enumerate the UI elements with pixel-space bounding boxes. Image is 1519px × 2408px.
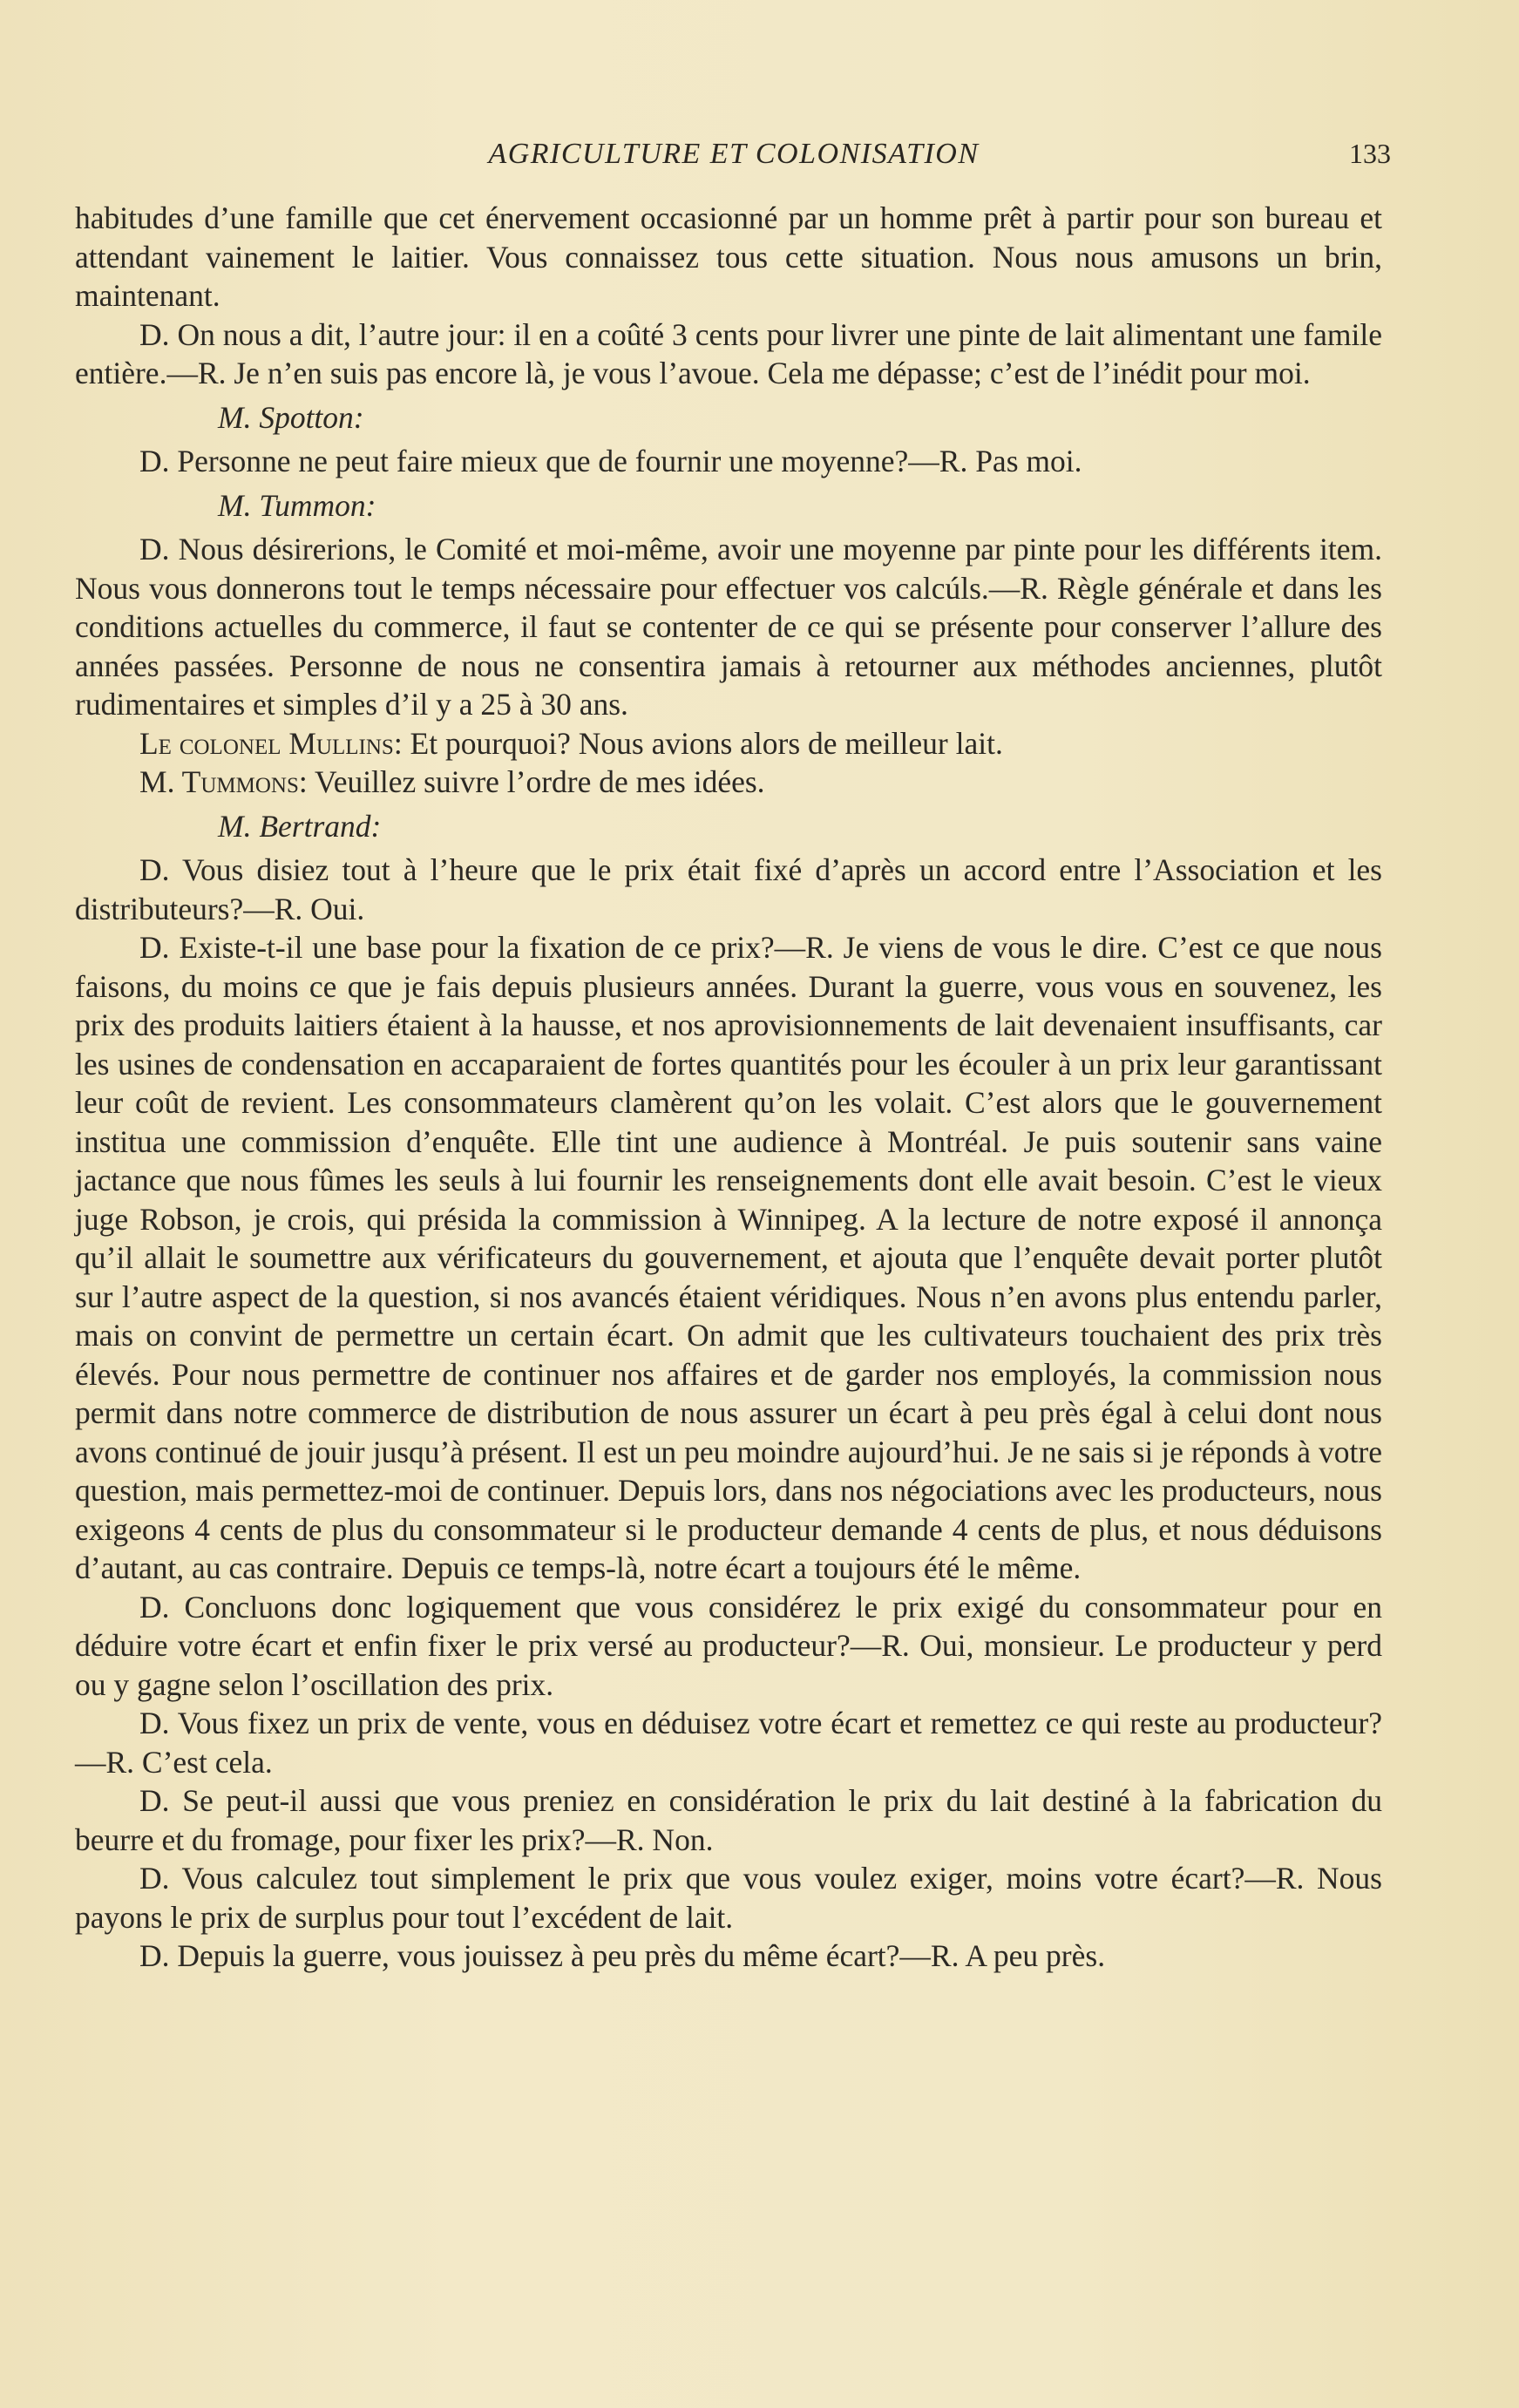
speaker-name: Le colonel Mullins [139,725,394,761]
paragraph: D. Personne ne peut faire mieux que de fournir une moyenne?—R. Pas moi. [139,444,1082,478]
speaker-heading: M. Spotton: [218,399,364,435]
page-number: 133 [1349,138,1391,169]
body-text [75,199,1382,1976]
speaker-heading: M. Tummon: [218,487,376,523]
paragraph: D. Depuis la guerre, vous jouissez à peu près du même écart?—R. A peu près. [139,1938,1106,1973]
paragraph: D. On nous a dit, l’autre jour: il en a coûté 3 cents pour livrer une pinte de lait alimentant une famile entière.—R. Je n’en suis pas encore là, je vous l’avoue. Cela me dépasse; c’est de l’inédit pour moi. [75,316,1382,390]
speaker-name: M. Tummons [139,764,299,799]
dialogue-text: : Et pourquoi? Nous avions alors de meilleur lait. [393,725,1003,761]
paragraph: habitudes d’une famille que cet énervement occasionné par un homme prêt à partir pour son bureau et attendant vainement le laitier. Vous connaissez tous cette situation. Nous nous amusons un brin, maintenant. [75,200,1382,313]
paragraph: D. Existe-t-il une base pour la fixation de ce prix?—R. Je viens de vous le dire. C’est ce que nous faisons, du moins ce que je fais depuis plusieurs années. Durant la guerre, vous vous en souvenez, les prix des produits laitiers étaient à la hausse, et nos aprovisionnements de lait devenaient insuffisants, car les usines de condensation en accaparaient de fortes quantités pour les écouler à un prix leur garantissant leur coût de revient. Les consommateurs clamèrent qu’on les volait. C’est alors que le gouvernement institua une commission d’enquête. Elle tint une audience à Montréal. Je puis soutenir sans vaine jactance que nous fûmes les seuls à lui fournir les renseignements dont elle avait besoin. C’est le vieux juge Robson, je crois, qui présida la commission à Winnipeg. A la lecture de notre exposé il annonça qu’il allait le soumettre aux vérificateurs du gouvernement, et ajouta que l’enquête devait porter plutôt sur l’autre aspect de la question, si nos avancés étaient véridiques. Nous n’en avons plus entendu parler, mais on convint de permettre un certain écart. On admit que les cultivateurs touchaient des prix très élevés. Pour nous permettre de continuer nos affaires et de garder nos employés, la commission nous permit dans notre commerce de distribution de nous assurer un écart à peu près égal à celui dont nous avons continué de jouir jusqu’à présent. Il est un peu moindre aujourd’hui. Je ne sais si je réponds à votre question, mais permettez-moi de continuer. Depuis lors, dans nos négociations avec les producteurs, nous exigeons 4 cents de plus du consommateur si le producteur demande 4 cents de plus, et nous déduisons d’autant, au cas contraire. Depuis ce temps-là, notre écart a toujours été le même. [75,930,1382,1585]
paragraph: D. Vous disiez tout à l’heure que le prix était fixé d’après un accord entre l’Association et les distributeurs?—R. Oui. [75,852,1382,926]
dialogue-line [75,724,1382,763]
dialogue-line [75,763,1382,802]
paragraph: D. Vous fixez un prix de vente, vous en déduisez votre écart et remettez ce qui reste au producteur?—R. C’est cela. [75,1706,1382,1780]
paragraph: D. Concluons donc logiquement que vous considérez le prix exigé du consommateur pour en déduire votre écart et enfin fixer le prix versé au producteur?—R. Oui, monsieur. Le producteur y perd ou y gagne selon l’oscillation des prix. [75,1589,1382,1702]
paragraph: D. Vous calculez tout simplement le prix que vous voulez exiger, moins votre écart?—R. Nous payons le prix de surplus pour tout l’excédent de lait. [75,1861,1382,1935]
dialogue-text: : Veuillez suivre l’ordre de mes idées. [298,764,765,799]
page-header [77,138,1391,176]
speaker-heading: M. Bertrand: [218,808,382,844]
paragraph: D. Se peut-il aussi que vous preniez en considération le prix du lait destiné à la fabrication du beurre et du fromage, pour fixer les prix?—R. Non. [75,1783,1382,1857]
running-title: AGRICULTURE ET COLONISATION [488,138,980,170]
paragraph: D. Nous désirerions, le Comité et moi-même, avoir une moyenne par pinte pour les différents item. Nous vous donnerons tout le temps nécessaire pour effectuer vos calcúls.—R. Règle générale et dans les conditions actuelles du commerce, il faut se contenter de ce qui se présente pour conserver l’allure des années passées. Personne de nous ne consentira jamais à retourner aux méthodes anciennes, plutôt rudimentaires et simples d’il y a 25 à 30 ans. [75,532,1382,722]
